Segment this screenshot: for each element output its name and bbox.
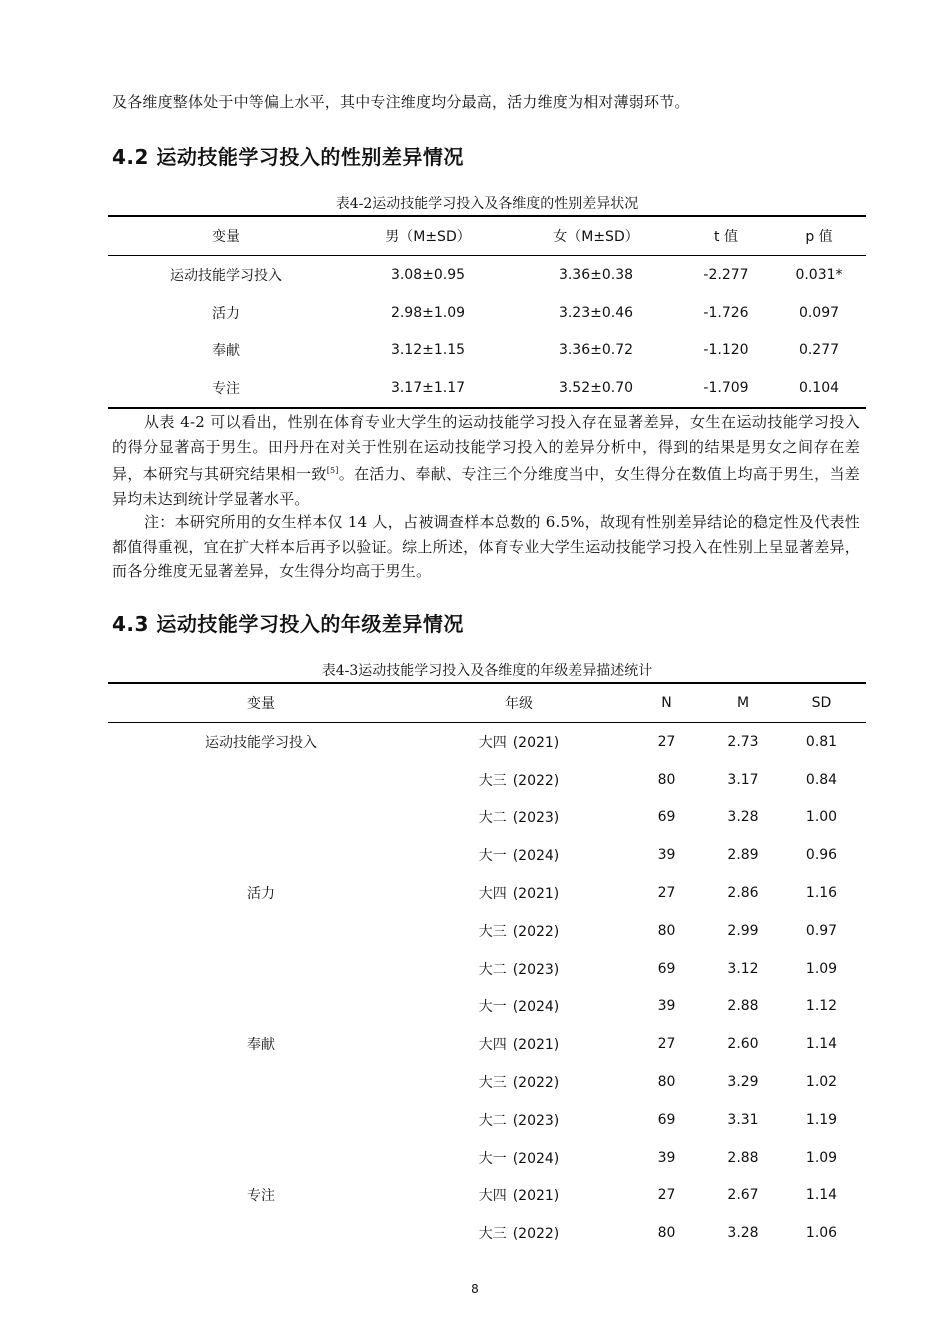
cell-p: 0.031* [795, 266, 843, 283]
cell-sd: 1.09 [805, 960, 838, 977]
cell-sd: 1.14 [805, 1187, 838, 1204]
grade-label: 大四 [478, 734, 507, 751]
cell-variable: 运动技能学习投入 [170, 267, 282, 284]
section-4-3-heading: 4.3 运动技能学习投入的年级差异情况 [112, 612, 464, 636]
cell-grade [414, 1063, 624, 1101]
cell-female: 3.36±0.72 [558, 342, 634, 359]
cell-variable [108, 988, 414, 1026]
cell-m: 3.12 [727, 960, 759, 977]
cell-female: 3.36±0.38 [558, 266, 634, 283]
table-header-row [108, 683, 866, 723]
cell-variable [108, 912, 414, 950]
cell-n: 27 [657, 1036, 676, 1053]
cell-n: 39 [657, 847, 676, 864]
table-row [108, 332, 866, 370]
table-row [108, 836, 866, 874]
grade-difference-table [108, 682, 866, 1252]
cell-n: 80 [657, 1225, 676, 1242]
cell-grade [414, 988, 624, 1026]
grade-year: (2023) [512, 810, 560, 827]
table-row [108, 912, 866, 950]
cell-n: 80 [657, 922, 676, 939]
cell-variable: 活力 [247, 886, 275, 903]
cell-sd: 1.14 [805, 1036, 838, 1053]
cell-m: 2.88 [727, 998, 759, 1015]
cell-grade [414, 1139, 624, 1177]
table-row [108, 761, 866, 799]
grade-year: (2021) [512, 734, 560, 751]
cell-n: 39 [657, 998, 676, 1015]
cell-female: 3.52±0.70 [558, 380, 634, 397]
grade-year: (2021) [512, 1037, 560, 1054]
header-sd: SD [777, 683, 866, 723]
table-row [108, 294, 866, 332]
cell-m: 2.88 [727, 1149, 759, 1166]
cell-grade [414, 950, 624, 988]
cell-variable: 奉献 [212, 343, 240, 360]
cell-variable [108, 1063, 414, 1101]
cell-m: 2.99 [727, 922, 759, 939]
cell-t: -2.277 [703, 266, 749, 283]
grade-label: 大四 [478, 1037, 507, 1054]
grade-label: 大二 [478, 810, 507, 827]
cell-male: 3.17±1.17 [390, 380, 466, 397]
cell-grade [414, 761, 624, 799]
cell-variable: 运动技能学习投入 [205, 734, 317, 751]
cell-variable [108, 1101, 414, 1139]
cell-sd: 0.84 [805, 771, 838, 788]
cell-variable [108, 950, 414, 988]
paragraph-text: 。在活力、奉献、专注三个分维度当中，女生得分在数值上均高于男生，当差异均未达到统计学显著水平。 [112, 465, 860, 508]
cell-variable: 活力 [212, 305, 240, 322]
grade-year: (2022) [512, 772, 560, 789]
paragraph-text: 从表 4-2 可以看出，性别在体育专业大学生的运动技能学习投入存在显著差异，女生在运动技能学习投入的得分显著高于男生。田丹丹在对关于性别在运动技能学习投入的差异分析中，得到的结果是男女之间存在差异，本研究与其研究结果相一致 [112, 413, 860, 483]
cell-n: 80 [657, 771, 676, 788]
cell-n: 80 [657, 1074, 676, 1091]
grade-year: (2021) [512, 1188, 560, 1205]
grade-year: (2022) [512, 1226, 560, 1243]
header-grade: 年级 [414, 683, 624, 723]
cell-variable: 奉献 [247, 1037, 275, 1054]
grade-year: (2024) [512, 848, 560, 865]
table-row [108, 988, 866, 1026]
gender-difference-table [108, 215, 866, 409]
gender-analysis-paragraph [112, 410, 860, 511]
grade-year: (2022) [512, 1075, 560, 1092]
cell-grade [414, 912, 624, 950]
page-number: 8 [471, 1282, 479, 1296]
cell-p: 0.097 [798, 304, 840, 321]
grade-label: 大三 [478, 1226, 507, 1243]
grade-label: 大三 [478, 1075, 507, 1092]
cell-grade [414, 1101, 624, 1139]
header-m: M [709, 683, 777, 723]
grade-label: 大一 [478, 999, 507, 1016]
grade-year: (2023) [512, 1112, 560, 1129]
grade-year: (2023) [512, 961, 560, 978]
table-row [108, 1101, 866, 1139]
table-row [108, 1025, 866, 1063]
table-row [108, 1139, 866, 1177]
cell-female: 3.23±0.46 [558, 304, 634, 321]
grade-label: 大三 [478, 772, 507, 789]
cell-grade [414, 874, 624, 912]
grade-label: 大二 [478, 1112, 507, 1129]
cell-m: 2.73 [727, 733, 759, 750]
table-row [108, 369, 866, 408]
note-paragraph: 注：本研究所用的女生样本仅 14 人，占被调查样本总数的 6.5%，故现有性别差异结论的稳定性及代表性都值得重视，宜在扩大样本后再予以验证。综上所述，体育专业大学生运动技能学习投入在性别上呈显著差异，而各分维度无显著差异，女生得分均高于男生。 [112, 513, 860, 580]
cell-n: 27 [657, 733, 676, 750]
cell-male: 2.98±1.09 [390, 304, 466, 321]
cell-variable [108, 761, 414, 799]
cell-sd: 1.16 [805, 885, 838, 902]
cell-m: 3.17 [727, 771, 759, 788]
cell-variable: 专注 [212, 381, 240, 398]
table-row [108, 256, 866, 294]
cell-sd: 1.00 [805, 809, 838, 826]
table-row [108, 1214, 866, 1252]
header-female: 女（M±SD） [512, 216, 680, 256]
cell-sd: 1.06 [805, 1225, 838, 1242]
table-4-2-caption: 表4-2运动技能学习投入及各维度的性别差异状况 [335, 196, 639, 212]
table-row [108, 874, 866, 912]
cell-sd: 0.81 [805, 733, 838, 750]
header-variable: 变量 [108, 216, 344, 256]
table-header-row [108, 216, 866, 256]
table-row [108, 950, 866, 988]
grade-year: (2024) [512, 1150, 560, 1167]
cell-m: 2.89 [727, 847, 759, 864]
grade-year: (2022) [512, 923, 560, 940]
cell-grade [414, 1177, 624, 1215]
cell-m: 2.60 [727, 1036, 759, 1053]
cell-m: 3.28 [727, 1225, 759, 1242]
cell-variable [108, 1139, 414, 1177]
cell-variable [108, 1214, 414, 1252]
cell-n: 27 [657, 885, 676, 902]
cell-p: 0.277 [798, 342, 840, 359]
cell-grade [414, 1025, 624, 1063]
cell-sd: 1.19 [805, 1111, 838, 1128]
section-4-2-heading: 4.2 运动技能学习投入的性别差异情况 [112, 145, 464, 169]
cell-grade [414, 1214, 624, 1252]
grade-label: 大四 [478, 886, 507, 903]
header-variable: 变量 [108, 683, 414, 723]
cell-n: 27 [657, 1187, 676, 1204]
grade-label: 大二 [478, 961, 507, 978]
cell-grade [414, 836, 624, 874]
cell-grade [414, 799, 624, 837]
cell-m: 3.31 [727, 1111, 759, 1128]
cell-n: 69 [657, 1111, 676, 1128]
grade-label: 大一 [478, 1150, 507, 1167]
cell-variable: 专注 [247, 1188, 275, 1205]
grade-year: (2024) [512, 999, 560, 1016]
cell-male: 3.08±0.95 [390, 266, 466, 283]
grade-label: 大一 [478, 848, 507, 865]
cell-n: 69 [657, 960, 676, 977]
cell-n: 69 [657, 809, 676, 826]
cell-t: -1.726 [703, 304, 749, 321]
header-p-value: p 值 [772, 216, 866, 256]
table-row [108, 1063, 866, 1101]
cell-sd: 1.09 [805, 1149, 838, 1166]
cell-sd: 0.96 [805, 847, 838, 864]
table-row [108, 1177, 866, 1215]
grade-label: 大四 [478, 1188, 507, 1205]
cell-t: -1.120 [703, 342, 749, 359]
cell-variable [108, 799, 414, 837]
cell-male: 3.12±1.15 [390, 342, 466, 359]
header-n: N [624, 683, 709, 723]
header-male: 男（M±SD） [344, 216, 512, 256]
citation-ref: [5] [326, 466, 339, 475]
cell-sd: 1.12 [805, 998, 838, 1015]
cell-t: -1.709 [703, 380, 749, 397]
cell-m: 2.86 [727, 885, 759, 902]
cell-m: 3.29 [727, 1074, 759, 1091]
grade-year: (2021) [512, 886, 560, 903]
cell-sd: 0.97 [805, 922, 838, 939]
cell-m: 2.67 [727, 1187, 759, 1204]
cell-grade [414, 723, 624, 761]
header-t-value: t 值 [680, 216, 772, 256]
grade-label: 大三 [478, 923, 507, 940]
cell-sd: 1.02 [805, 1074, 838, 1091]
table-row [108, 723, 866, 761]
cell-p: 0.104 [798, 380, 840, 397]
cell-variable [108, 836, 414, 874]
table-row [108, 799, 866, 837]
cell-m: 3.28 [727, 809, 759, 826]
table-4-3-caption: 表4-3运动技能学习投入及各维度的年级差异描述统计 [321, 663, 653, 679]
intro-paragraph: 及各维度整体处于中等偏上水平，其中专注维度均分最高，活力维度为相对薄弱环节。 [112, 93, 690, 111]
cell-n: 39 [657, 1149, 676, 1166]
